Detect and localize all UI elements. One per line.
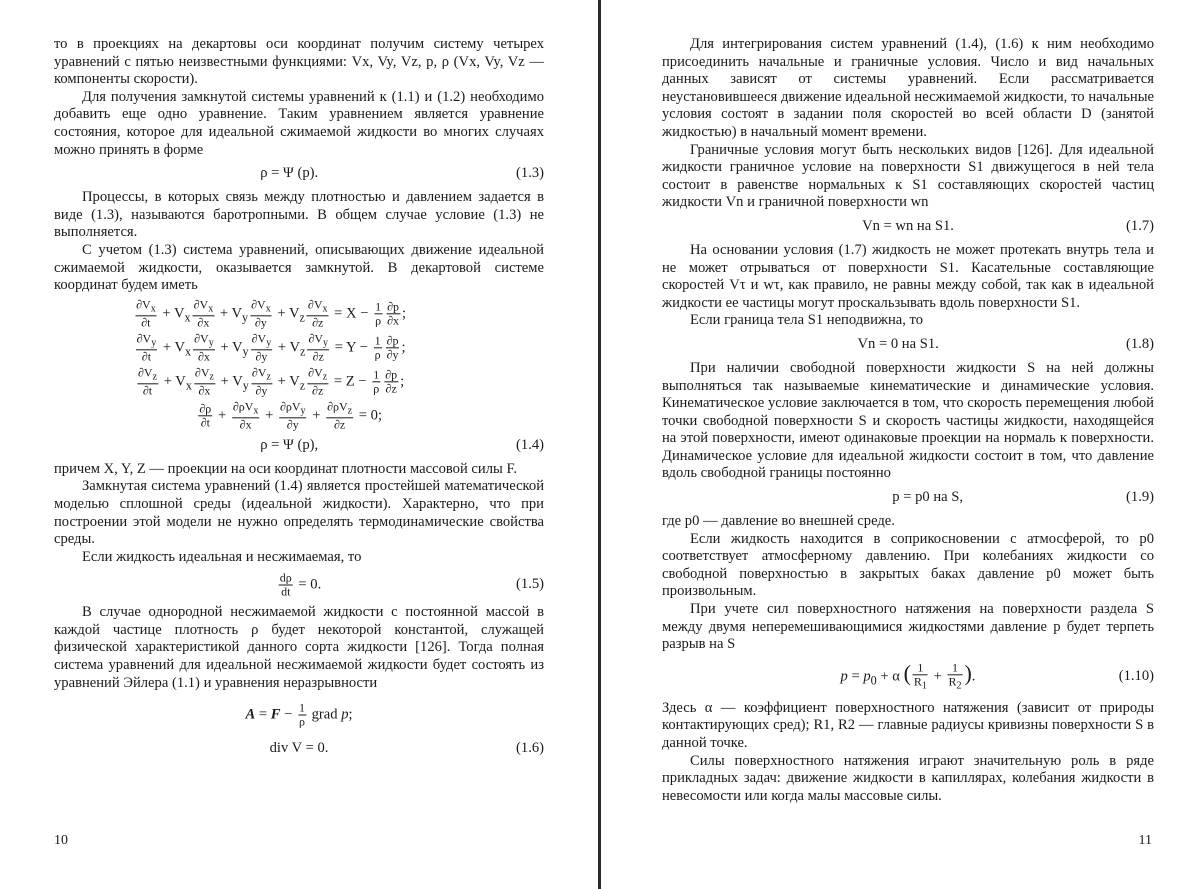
equation-body: Vn = wn на S1.	[862, 218, 954, 235]
paragraph: Если жидкость идеальная и несжимаемая, то	[82, 548, 362, 565]
paragraph: При учете сил поверхностного натяжения на поверхности раздела S между двумя неперемешивающимися жидкостями давление p будет терпеть разрыв на S	[662, 601, 1154, 653]
right-page-text	[662, 36, 1154, 805]
paragraph: Для получения замкнутой системы уравнений к (1.1) и (1.2) необходимо добавить еще одно уравнение. Таким уравнением является уравнение состояния, которое для идеальной сжимаемой жидкости во многих случаях можно принять в форме	[54, 88, 544, 158]
equation-number: (1.9)	[1126, 489, 1154, 506]
equation-1-4	[54, 435, 544, 457]
equation-1-7	[662, 216, 1154, 238]
paragraph: то в проекциях на декартовы оси координат получим систему четырех уравнений с пятью неизвестными функциями: Vx, Vy, Vz, p, ρ (Vx, Vy, Vz — компоненты скорости).	[54, 36, 544, 88]
euler-vector-equation: A = F − $\frac{1}{\rho}$ grad p;	[245, 700, 353, 729]
equation-body: ρ = Ψ (p),	[260, 436, 319, 453]
equation-1-5: $\frac{d\rho}{dt}$ = 0. (1.5)	[279, 570, 544, 599]
equation-number: (1.8)	[1126, 336, 1154, 353]
paragraph: Замкнутая система уравнений (1.4) является простейшей математической моделью сплошной среды (идеальной жидкости). Характерно, что при построении этой модели не нужно определять термодинамические свойства среды.	[54, 478, 544, 548]
paragraph: причем X, Y, Z — проекции на оси координат плотности массовой силы F.	[54, 460, 518, 477]
equation-number: (1.10)	[1118, 668, 1154, 685]
paragraph: где p0 — давление во внешней среде.	[662, 513, 895, 530]
equation-number: (1.7)	[1126, 218, 1154, 235]
euler-equation-x: $\frac{\partial V_x}{\partial t}$ + $V_x$ $\frac{\partial V_x}{\partial x}$ + $V_y$ $\frac{\partial V_x}{\partial y}$ + $V_z$ $\frac{\partial V_x}{\partial z}$ = X − $\frac{1}{\rho}$ $\frac{\partial p}{\partial x}$ ;	[136, 297, 407, 330]
equation-1-10: $p = p_0 + \alpha$ ( $\frac{1}{R_1}$ + $\frac{1}{R_2}$ ). (1.10)	[840, 660, 1154, 692]
paragraph: Процессы, в которых связь между плотностью и давлением задается в виде (1.3), называются баротропными. В общем случае условие (1.3) не выполняется.	[54, 189, 544, 241]
equation-number: (1.6)	[516, 740, 544, 757]
equation-body: ρ = Ψ (p).	[260, 165, 319, 182]
paragraph: Если граница тела S1 неподвижна, то	[690, 312, 924, 329]
continuity-equation: $\frac{\partial\rho}{\partial t}$ + $\partial\rho V_x$ ∂x + $\partial\rho V_y$ ∂y + $\partial\rho V_z$ ∂z = 0;	[199, 399, 383, 432]
left-page-text	[54, 36, 544, 764]
paragraph: Для интегрирования систем уравнений (1.4), (1.6) к ним необходимо присоединить начальные и граничные условия. Число и вид начальных данных зависят от системы уравнений. Если рассматривается неустановившееся движение идеальной несжимаемой жидкости, то начальные условия состоят в задании поля скоростей во всей области D (занятой жидкостью) в начальный момент времени.	[662, 36, 1154, 140]
page-number: 11	[1138, 833, 1152, 848]
equation-number: (1.5)	[516, 576, 544, 593]
paragraph: На основании условия (1.7) жидкость не может протекать внутрь тела и не может отрываться от поверхности S1. Касательные составляющие скоростей Vτ и wτ, как правило, не равны между собой, так как в идеальной жидкости ее частицы могут проскальзывать вдоль поверхности S1.	[662, 241, 1154, 311]
paragraph: Здесь α — коэффициент поверхностного натяжения (зависит от природы контактирующих сред); R1, R2 — главные радиусы кривизны поверхности S в данной точке.	[662, 699, 1154, 751]
euler-equation-z: $\frac{\partial V_z}{\partial t}$ + $V_x$ $\frac{\partial V_z}{\partial x}$ + $V_y$ $\frac{\partial V_z}{\partial y}$ + $V_z$ $\frac{\partial V_z}{\partial z}$ = Z − $\frac{1}{\rho}$ $\frac{\partial p}{\partial z}$ ;	[137, 365, 405, 398]
equation-number: (1.4)	[516, 436, 544, 453]
equation-1-9	[662, 487, 1154, 509]
paragraph: Если жидкость находится в соприкосновении с атмосферой, то p0 соответствует атмосферному давлению. При колебаниях жидкости со свободной поверхностью в закрытых баках давление p0 может быть произвольным.	[662, 530, 1154, 600]
equation-1-8	[662, 334, 1154, 356]
equation-number: (1.3)	[516, 165, 544, 182]
paragraph: Силы поверхностного натяжения играют значительную роль в ряде прикладных задач: движение жидкости в капиллярах, колебания жидкости в невесомости или когда малы массовые силы.	[662, 752, 1154, 804]
paragraph: При наличии свободной поверхности жидкости S на ней должны выполняться так называемые кинематические и динамические условия. Кинематическое условие заключается в том, что скорость перемещения любой точки свободной поверхности S и скорость частицы жидкости, находящейся на этой поверхности, имеют одинаковые проекции на нормаль к поверхности. Динамическое условие для идеальной жидкости состоит в том, что давление вдоль свободной границы постоянно	[662, 359, 1154, 482]
equation-1-6	[54, 738, 544, 760]
page-number: 10	[54, 833, 68, 848]
equation-body: div V = 0.	[269, 740, 329, 757]
equation-body: p = p0 на S,	[892, 489, 964, 506]
equation-body: Vn = 0 на S1.	[857, 336, 939, 353]
paragraph: Граничные условия могут быть нескольких видов [126]. Для идеальной жидкости граничное условие на поверхности S1 движущегося в ней тела состоит в равенстве нормальных к S1 составляющих скоростей частиц жидкости Vn и граничной поверхности wn	[662, 141, 1154, 211]
equation-1-3	[54, 163, 544, 185]
paragraph: С учетом (1.3) система уравнений, описывающих движение идеальной сжимаемой жидкости, оказывается замкнутой. В декартовой системе координат будем иметь	[54, 241, 544, 294]
book-spine	[598, 0, 601, 889]
euler-equation-y: $\frac{\partial V_y}{\partial t}$ + $V_x$ $\frac{\partial V_y}{\partial x}$ + $V_y$ $\frac{\partial V_y}{\partial y}$ + $V_z$ $\frac{\partial V_y}{\partial z}$ = Y − $\frac{1}{\rho}$ $\frac{\partial p}{\partial y}$ ;	[136, 331, 406, 364]
paragraph: В случае однородной несжимаемой жидкости с постоянной массой в каждой частице плотность ρ будет некоторой константой, служащей физической характеристикой данного сорта жидкости [126]. Тогда полная система уравнений для идеальной несжимаемой жидкости будет состоять из уравнений Эйлера (1.1) и уравнения неразрывности	[54, 604, 544, 691]
right-page	[604, 0, 1200, 889]
